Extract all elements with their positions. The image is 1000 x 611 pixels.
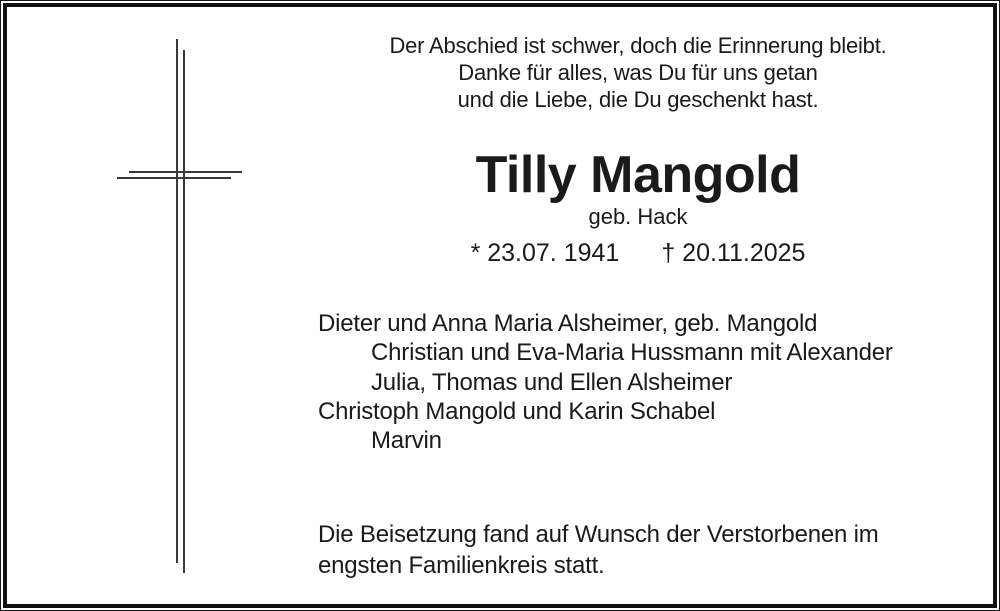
mourner-line: Dieter und Anna Maria Alsheimer, geb. Mangold [318, 310, 818, 337]
deceased-name: Tilly Mangold [475, 146, 801, 204]
cross-horizontal-stroke-upper [129, 171, 242, 173]
birth-date: * 23.07. 1941 [470, 239, 620, 267]
maiden-name: geb. Hack [588, 204, 688, 229]
obituary-notice [3, 3, 997, 608]
life-dates [285, 238, 991, 268]
mourner-line: Christian und Eva-Maria Hussmann mit Alexander [371, 339, 893, 367]
cross-vertical-stroke-right [183, 50, 185, 573]
cross-horizontal-stroke-lower [117, 177, 231, 179]
mourner-line: Christoph Mangold und Karin Schabel [318, 397, 716, 425]
mourner-line: Julia, Thomas und Ellen Alsheimer [371, 368, 733, 396]
closing-line-2: engsten Familienkreis statt. [318, 552, 605, 579]
epigraph-line-2: Danke für alles, was Du für uns getan [458, 60, 818, 85]
cross-vertical-stroke-left [176, 39, 178, 563]
epigraph-line-3: und die Liebe, die Du geschenkt hast. [457, 87, 819, 112]
epigraph-line-1: Der Abschied ist schwer, doch die Erinnerung bleibt. [389, 33, 887, 58]
death-date: † 20.11.2025 [661, 239, 806, 267]
mourners-list [318, 309, 983, 455]
mourner-line: Marvin [371, 427, 442, 455]
closing-line-1: Die Beisetzung fand auf Wunsch der Verstorbenen im [318, 521, 879, 548]
closing-note [318, 519, 983, 581]
epigraph [285, 32, 991, 113]
